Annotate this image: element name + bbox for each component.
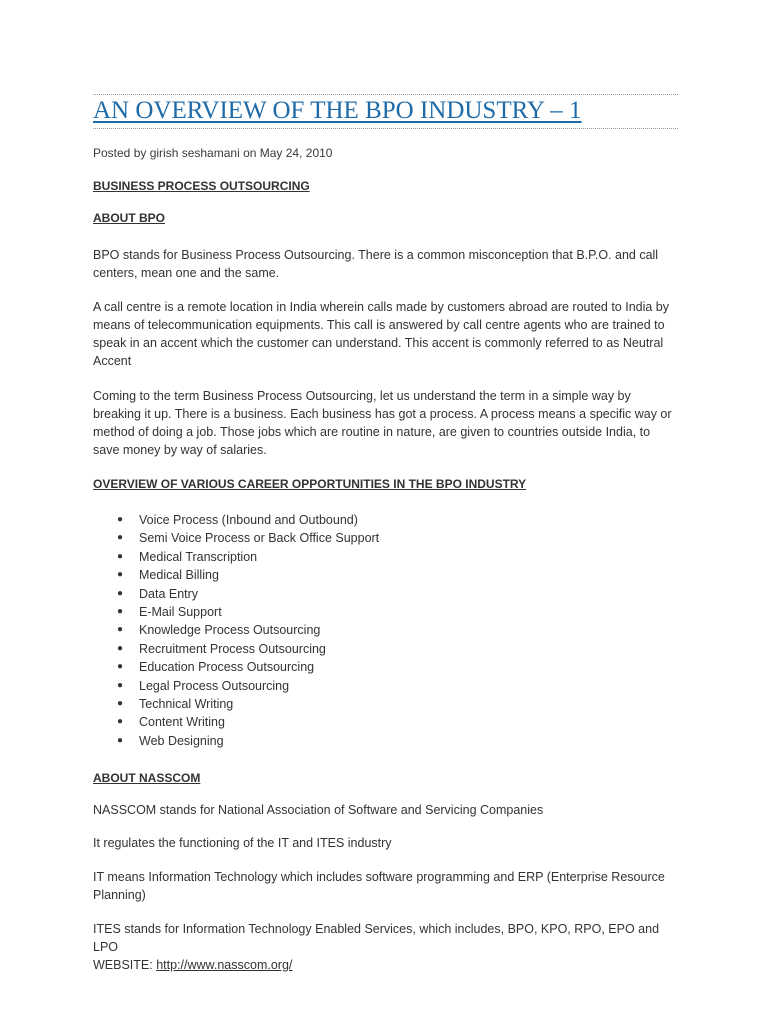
bullet-icon: ● [117,550,124,562]
title-rule-top [93,94,678,95]
paragraph-ites-definition: ITES stands for Information Technology Enabled Services, which includes, BPO, KPO, RPO, EPO and LPO WEBSITE: http://www.nasscom.org/ [93,922,660,972]
list-item: ● Legal Process Outsourcing [117,678,290,693]
bullet-icon: ● [117,697,124,709]
bullet-icon: ● [117,569,124,581]
bullet-icon: ● [117,679,124,691]
paragraph-bpo-explained: Coming to the term Business Process Outsourcing, let us understand the term in a simple way by breaking it up. There is a business. Each business has got a process. A process means a specific way or method of doing a job. Those jobs which are routine in nature, are given to countries outside India, to save money by way of salaries. [93,389,672,457]
list-item: ● Recruitment Process Outsourcing [117,641,326,656]
article-title[interactable]: AN OVERVIEW OF THE BPO INDUSTRY – 1 [93,97,582,124]
heading-about-bpo: ABOUT BPO [93,211,165,225]
heading-bpo-full: BUSINESS PROCESS OUTSOURCING [93,179,310,193]
list-item: ● Knowledge Process Outsourcing [117,623,321,638]
bullet-icon: ● [117,514,124,525]
bullet-icon: ● [117,661,124,673]
list-item: ● Content Writing [117,715,225,730]
list-item: ● Voice Process (Inbound and Outbound) [117,513,358,527]
list-item: ● Web Designing [117,733,224,748]
list-item: ● Medical Transcription [117,549,258,564]
heading-nasscom: ABOUT NASSCOM [93,771,201,785]
heading-careers: OVERVIEW OF VARIOUS CAREER OPPORTUNITIES IN THE BPO INDUSTRY [93,477,527,491]
paragraph-bpo-definition: BPO stands for Business Process Outsourcing. There is a common misconception that B.P.O. and call centers, mean one and the same. [93,248,659,280]
list-item: ● Technical Writing [117,696,234,711]
careers-list [93,511,379,750]
bullet-icon: ● [117,734,124,746]
bullet-icon: ● [117,624,124,636]
paragraph-call-centre: A call centre is a remote location in India wherein calls made by customers abroad are routed to India by means of telecommunication equipments. This call is answered by call centre agents who are trained to speak in an accent which the customer can understand. This accent is commonly referred to as Neutral Accent [93,300,670,368]
bullet-icon: ● [117,716,124,728]
list-item: ● Semi Voice Process or Back Office Support [117,531,380,546]
title-rule-bottom [93,128,678,129]
list-item: ● Data Entry [117,586,199,601]
bullet-icon: ● [117,587,124,599]
list-item: ● E-Mail Support [117,604,222,619]
website-label: WEBSITE: [93,958,157,972]
list-item: ● Education Process Outsourcing [117,660,315,675]
paragraph-it-definition: IT means Information Technology which includes software programming and ERP (Enterprise Resource Planning) [93,870,665,902]
paragraph-nasscom-role: It regulates the functioning of the IT and ITES industry [93,836,392,850]
list-item: ● Medical Billing [117,568,219,583]
post-meta: Posted by girish seshamani on May 24, 2010 [93,146,333,160]
nasscom-website-link[interactable]: http://www.nasscom.org/ [156,958,293,972]
bullet-icon: ● [117,605,124,617]
bullet-icon: ● [117,532,124,544]
bullet-icon: ● [117,642,124,654]
paragraph-nasscom-definition: NASSCOM stands for National Association of Software and Servicing Companies [93,803,544,817]
